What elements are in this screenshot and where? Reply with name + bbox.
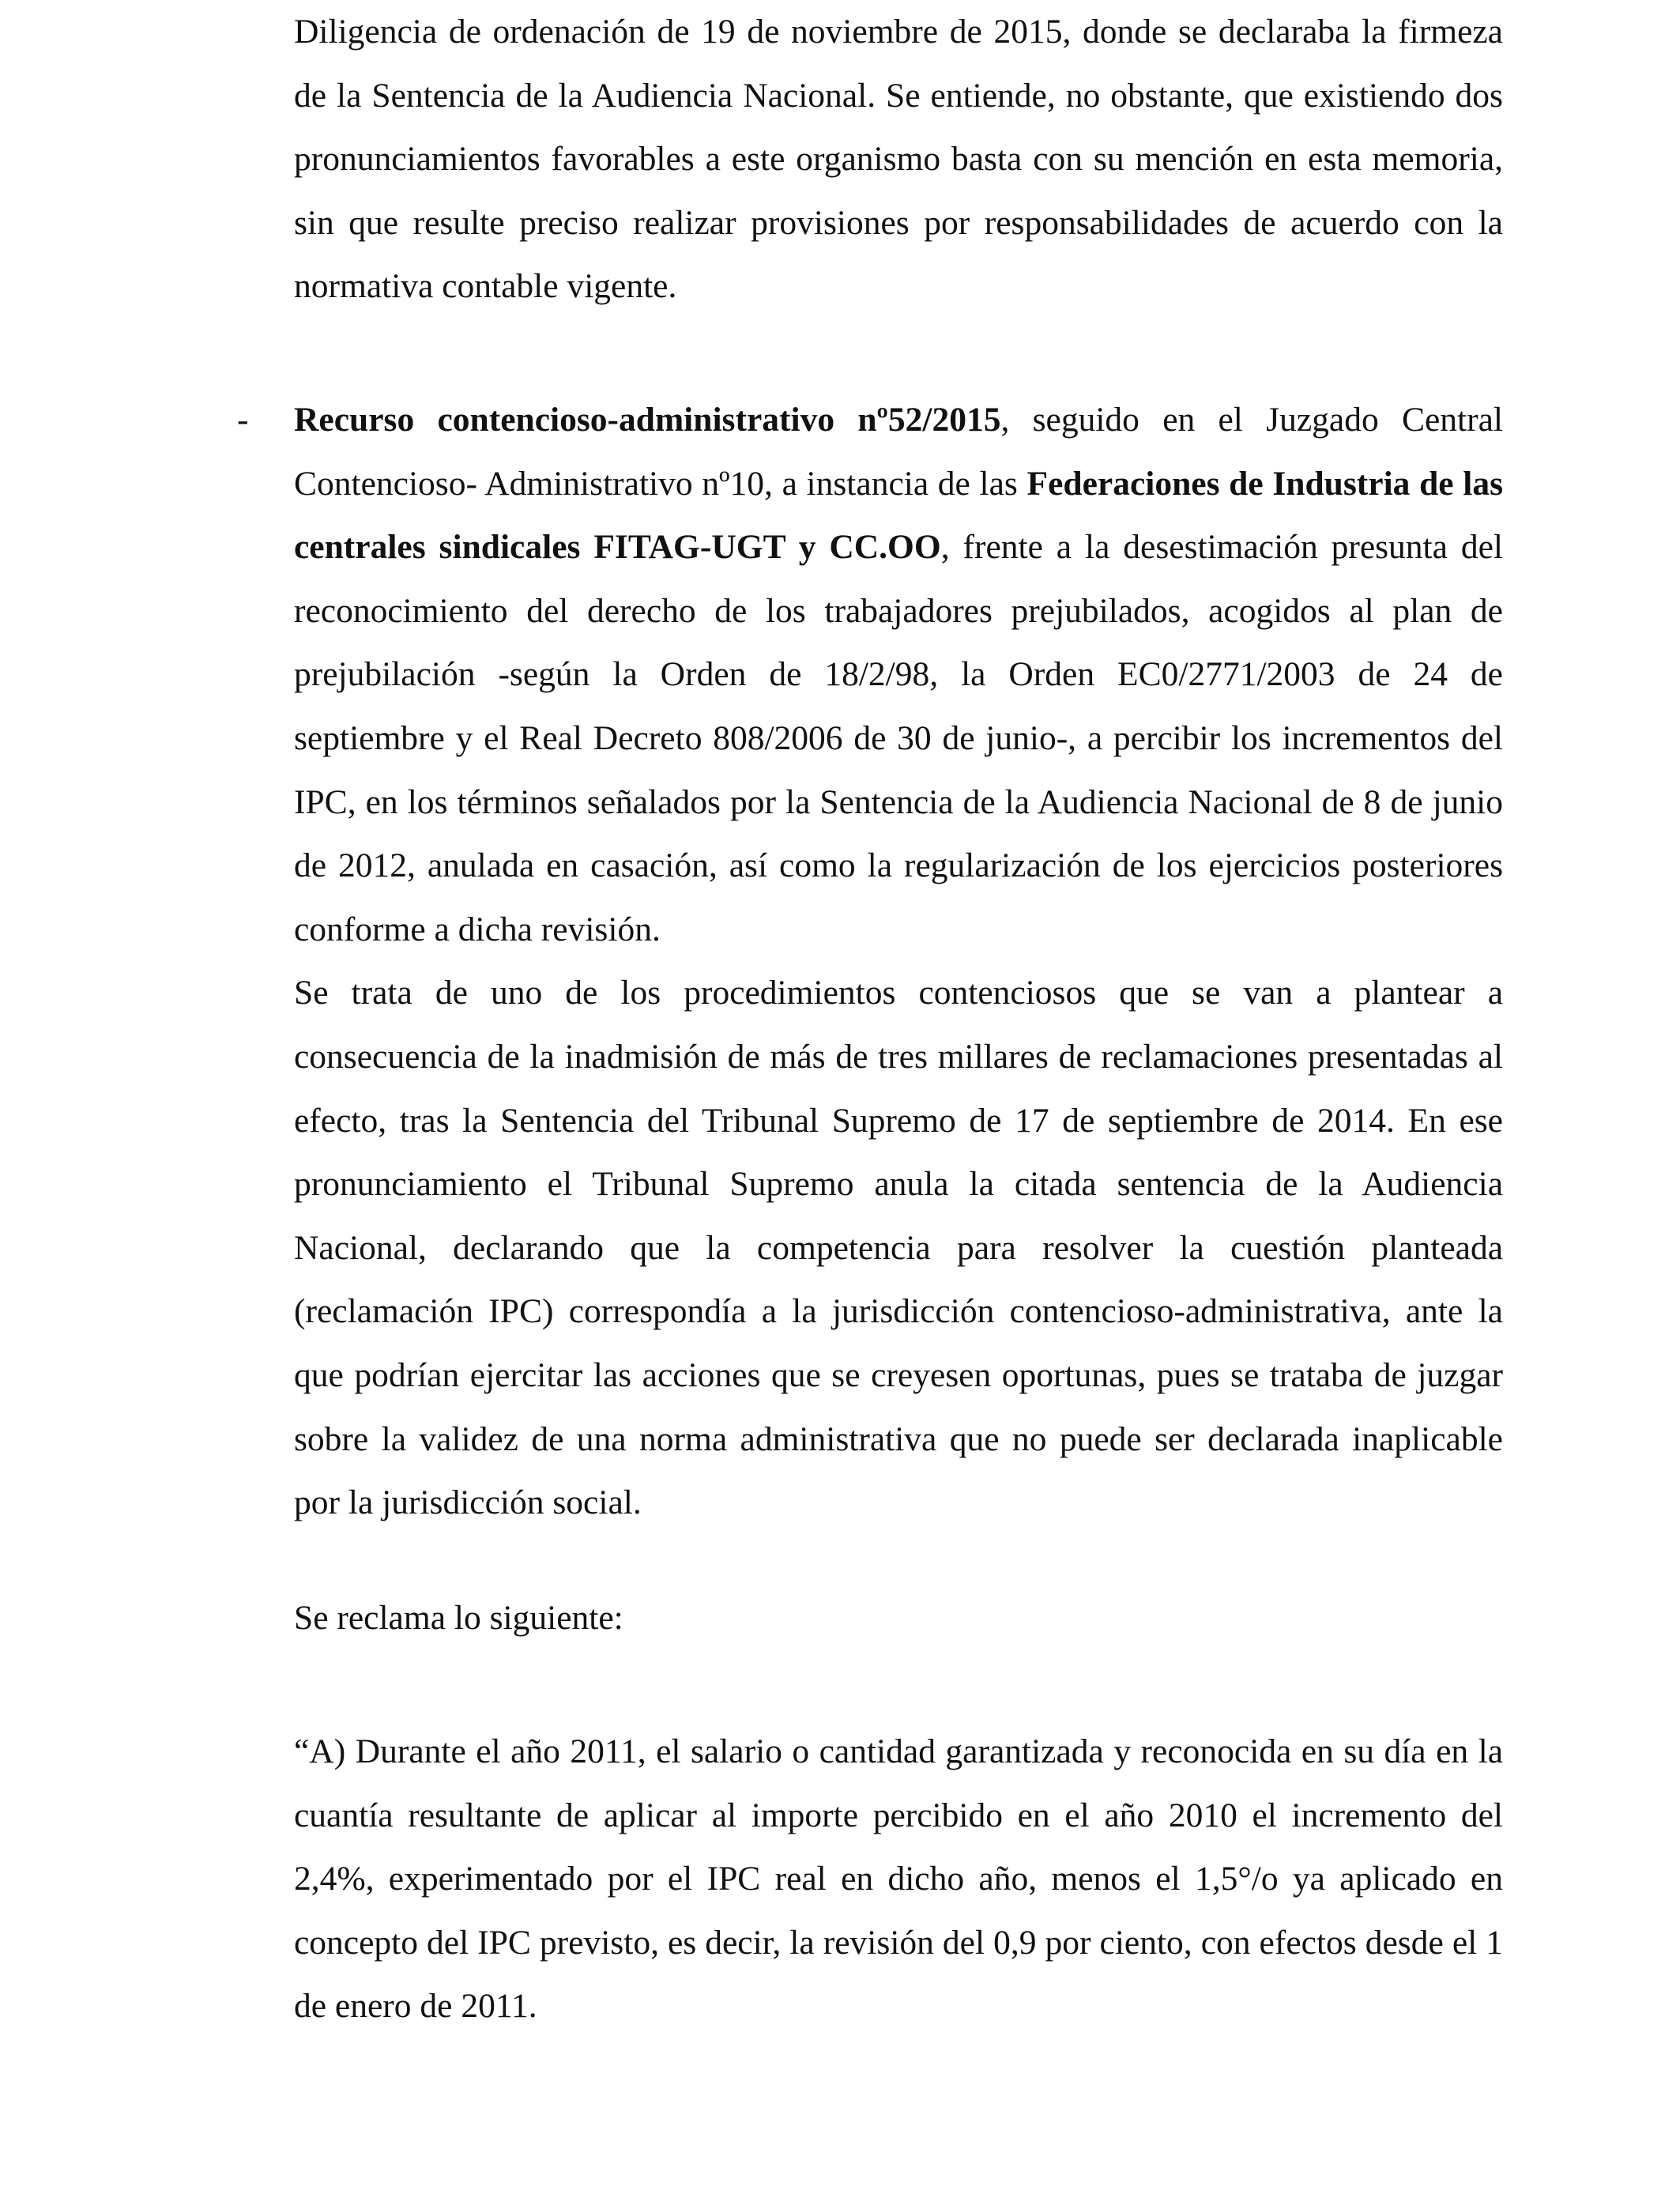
claim-a-paragraph: “A) Durante el año 2011, el salario o cantidad garantizada y reconocida en su día en la cuantía resultante de aplicar al importe percibido en el año 2010 el incremento del 2,4%, experimentado por el IPC real en dicho año, menos el 1,5°/o ya aplicado en concepto del IPC previsto, es decir, la revisión del 0,9 por ciento, con efectos desde el 1 de enero de 2011. [294,1732,1503,2026]
federations-name: Federaciones de Industria de las centrales sindicales FITAG-UGT y CC.OO [294,464,1503,567]
recurso-paragraph [294,388,1503,961]
intro-paragraph-text: Diligencia de ordenación de 19 de noviembre de 2015, donde se declaraba la firmeza de la Sentencia de la Audiencia Nacional. Se entiende, no obstante, que existiendo dos pronunciamientos favorables a este organismo basta con su mención en esta memoria, sin que resulte preciso realizar provisiones por responsabilidades de acuerdo con la normativa contable vigente. [294,13,1503,306]
recurso-title: Recurso contencioso-administrativo nº52/2015 [294,401,1001,439]
claim-intro: Se reclama lo siguiente: [294,1599,623,1637]
recurso-text-1: , seguido en el Juzgado Central Contencioso- Administrativo nº10, a instancia de las [294,401,1503,503]
intro-paragraph [294,0,1503,319]
procedimientos-paragraph: Se trata de uno de los procedimientos contenciosos que se van a plantear a consecuencia de la inadmisión de más de tres millares de reclamaciones presentadas al efecto, tras la Sentencia del Tribunal Supremo de 17 de septiembre de 2014. En ese pronunciamiento el Tribunal Supremo anula la citada sentencia de la Audiencia Nacional, declarando que la competencia para resolver la cuestión planteada (reclamación IPC) correspondía a la jurisdicción contencioso-administrativa, ante la que podrían ejercitar las acciones que se creyesen oportunas, pues se trataba de juzgar sobre la validez de una norma administrativa que no puede ser declarada inaplicable por la jurisdicción social. [294,974,1503,1522]
list-item-recurso [294,388,1503,1535]
recurso-text-2: , frente a la desestimación presunta del reconocimiento del derecho de los trabajadores prejubilados, acogidos al plan de prejubilación -según la Orden de 18/2/98, la Orden EC0/2771/2003 de 24 de septiembre y el Real Decreto 808/2006 de 30 de junio-, a percibir los incrementos del IPC, en los términos señalados por la Sentencia de la Audiencia Nacional de 8 de junio de 2012, anulada en casación, así como la regularización de los ejercicios posteriores conforme a dicha revisión. [294,528,1503,948]
list-bullet: - [237,401,249,439]
